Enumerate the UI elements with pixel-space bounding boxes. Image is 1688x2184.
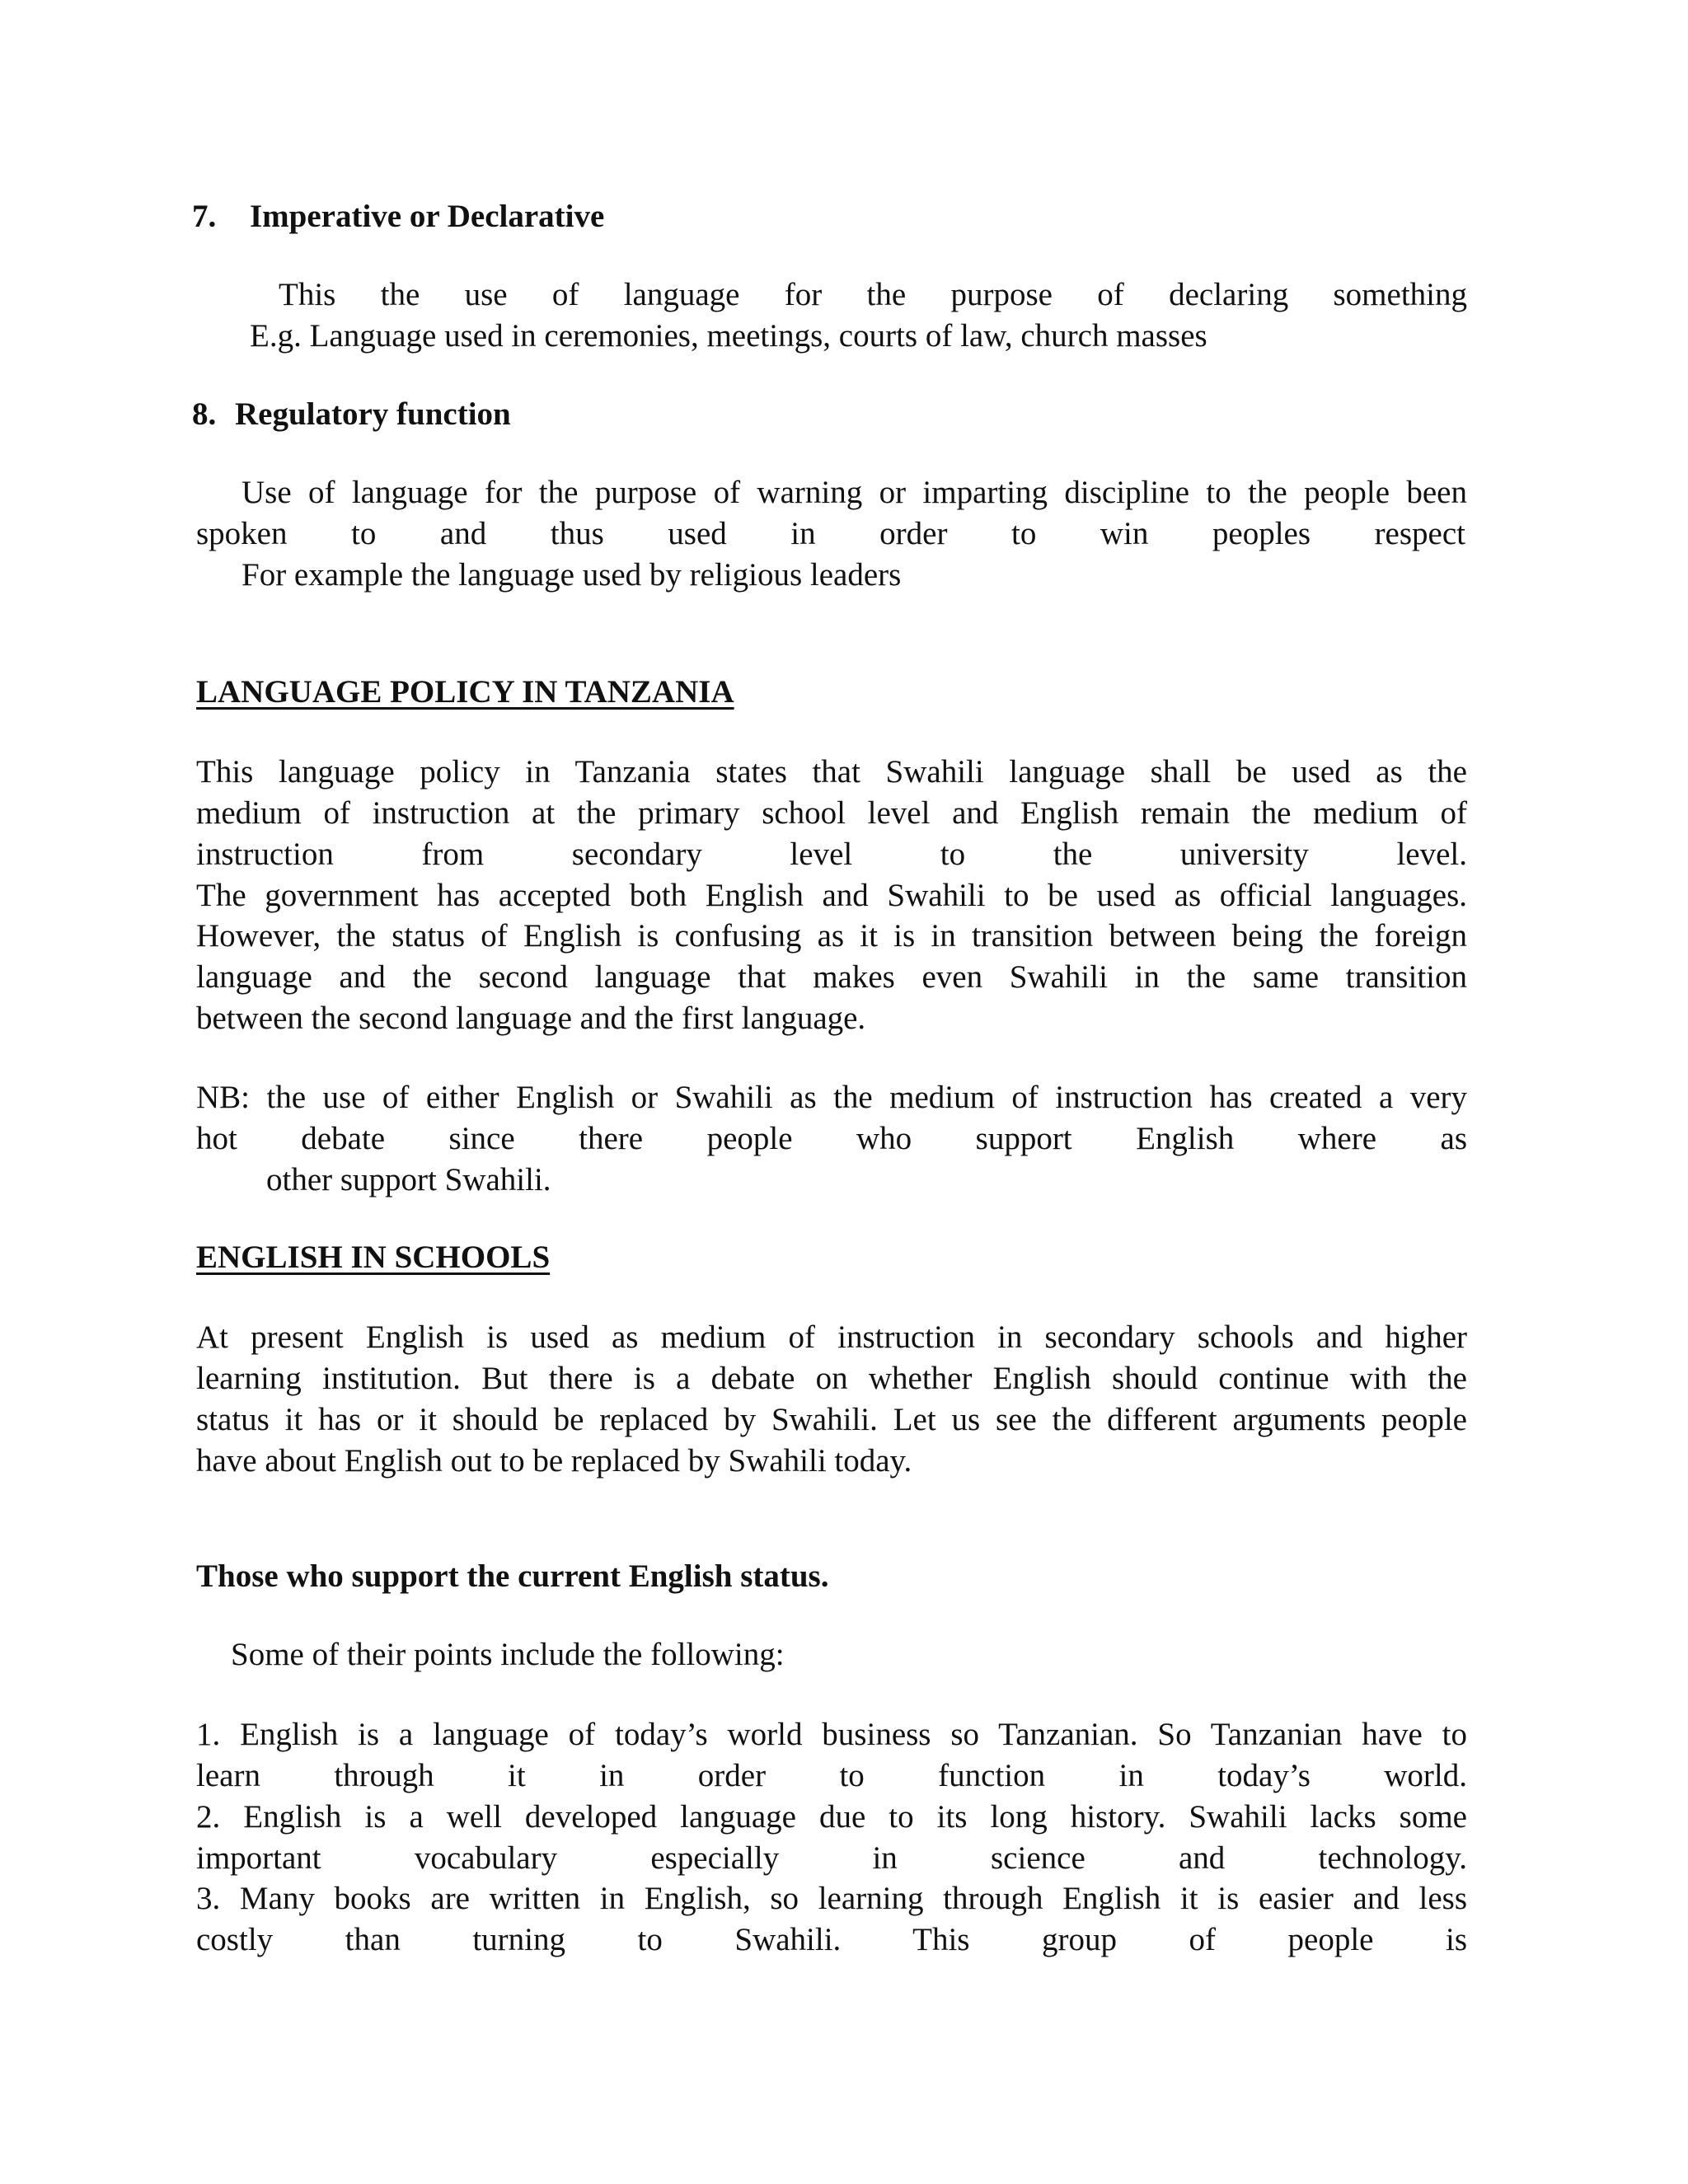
support-point-2-line-2: important vocabulary especially in science and technology. xyxy=(196,1840,1467,1876)
section-7-number: 7. xyxy=(192,199,217,234)
section-7-line-2: E.g. Language used in ceremonies, meetings, courts of law, church masses xyxy=(250,318,1207,354)
schools-line-1: At present English is used as medium of instruction in secondary schools and higher xyxy=(196,1319,1467,1355)
nb-line-2: hot debate since there people who support English where as xyxy=(196,1121,1467,1156)
support-point-2-line-1: 2. English is a well developed language due to its long history. Swahili lacks some xyxy=(196,1799,1467,1835)
nb-line-1: NB: the use of either English or Swahili as the medium of instruction has created a very xyxy=(196,1080,1467,1115)
policy-line-1: This language policy in Tanzania states that Swahili language shall be used as the xyxy=(196,754,1467,790)
section-8-line-2: spoken to and thus used in order to win peoples respect xyxy=(196,516,1465,551)
support-point-1-line-1: 1. English is a language of today’s world business so Tanzanian. So Tanzanian have to xyxy=(196,1717,1467,1752)
section-7-line-1: This the use of language for the purpose of declaring something xyxy=(279,277,1467,312)
policy-heading: LANGUAGE POLICY IN TANZANIA xyxy=(196,674,734,710)
support-point-1-line-2: learn through it in order to function in today’s world. xyxy=(196,1758,1467,1793)
section-8-number: 8. xyxy=(192,396,217,432)
policy-line-7: between the second language and the first language. xyxy=(196,1001,866,1036)
support-point-3-line-2: costly than turning to Swahili. This group of people is xyxy=(196,1922,1467,1957)
policy-line-2: medium of instruction at the primary school level and English remain the medium of xyxy=(196,795,1467,831)
support-intro: Some of their points include the following: xyxy=(231,1637,785,1672)
section-8-line-3: For example the language used by religious leaders xyxy=(241,557,902,593)
schools-line-2: learning institution. But there is a debate on whether English should continue with the xyxy=(196,1361,1467,1396)
section-8-heading xyxy=(192,394,511,435)
policy-line-5: However, the status of English is confusing as it is in transition between being the foreign xyxy=(196,918,1467,954)
schools-line-3: status it has or it should be replaced by Swahili. Let us see the different arguments people xyxy=(196,1402,1467,1437)
policy-line-6: language and the second language that makes even Swahili in the same transition xyxy=(196,959,1467,995)
schools-line-4: have about English out to be replaced by Swahili today. xyxy=(196,1443,912,1479)
nb-line-3: other support Swahili. xyxy=(266,1162,551,1197)
section-8-title: Regulatory function xyxy=(235,396,511,432)
support-point-3-line-1: 3. Many books are written in English, so learning through English it is easier and less xyxy=(196,1881,1467,1916)
schools-heading: ENGLISH IN SCHOOLS xyxy=(196,1240,551,1275)
section-8-line-1: Use of language for the purpose of warning or imparting discipline to the people been xyxy=(241,475,1467,510)
section-7-title: Imperative or Declarative xyxy=(250,199,605,234)
policy-line-3: instruction from secondary level to the university level. xyxy=(196,837,1467,872)
policy-line-4: The government has accepted both English and Swahili to be used as official languages. xyxy=(196,878,1467,913)
section-7-heading xyxy=(192,196,604,237)
support-heading: Those who support the current English status. xyxy=(196,1558,829,1594)
